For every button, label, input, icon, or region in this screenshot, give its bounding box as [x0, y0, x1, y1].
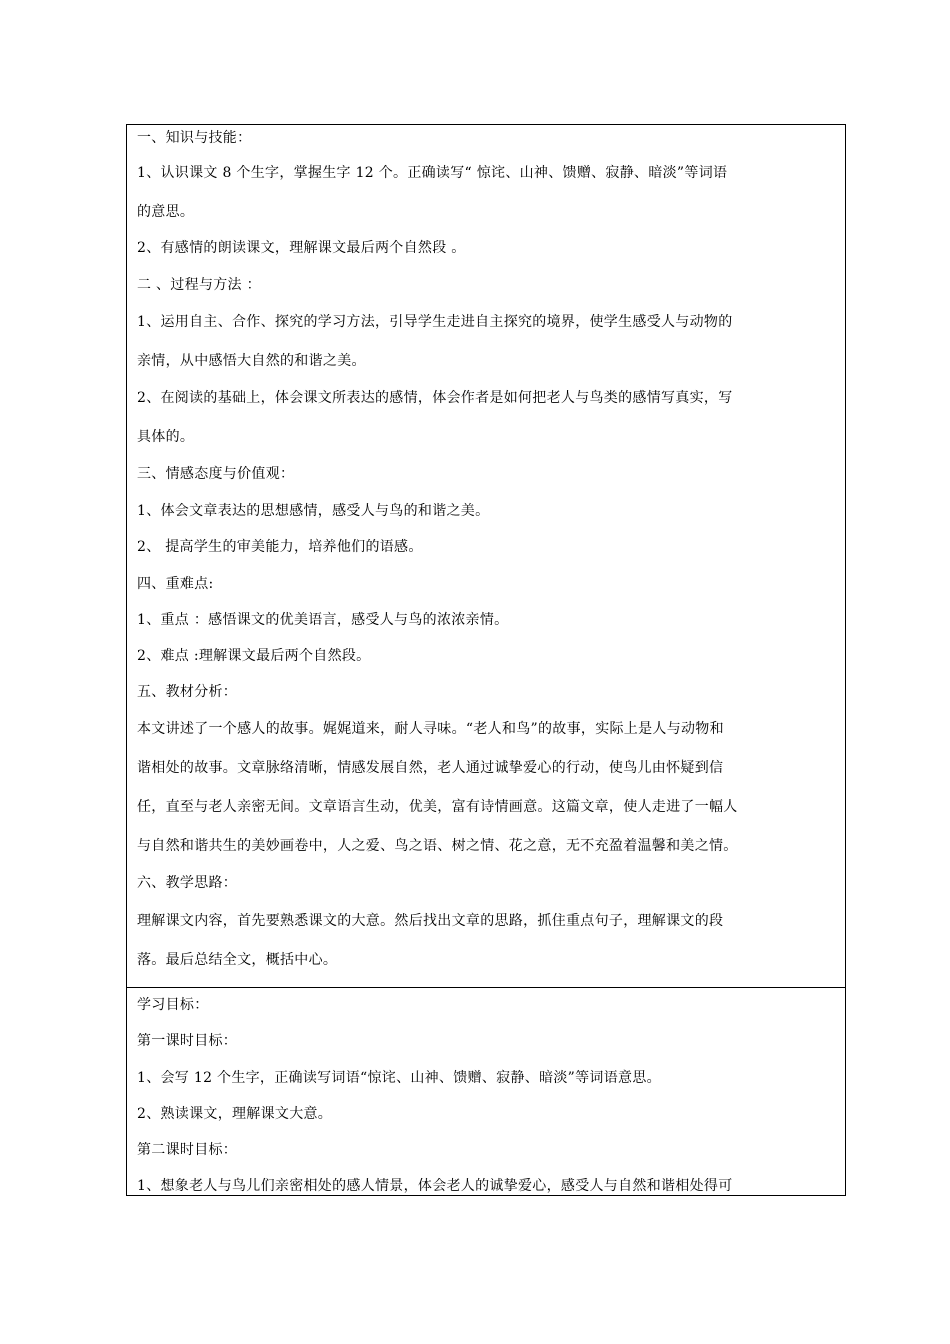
heading-material-analysis: 五、教材分析： — [137, 684, 238, 700]
heading-learning-goals: 学习目标： — [137, 997, 209, 1013]
objectives-cell — [127, 125, 845, 987]
text-line: 1、想象老人与鸟儿们亲密相处的感人情景，体会老人的诚挚爱心，感受人与自然和谐相处得可 — [137, 1178, 733, 1194]
text-line: 理解课文内容，首先要熟悉课文的大意。然后找出文章的思路，抓住重点句子，理解课文的段 — [137, 913, 724, 929]
text-line: 与自然和谐共生的美妙画卷中，人之爱、鸟之语、树之情、花之意，无不充盈着温馨和美之情。 — [137, 838, 738, 854]
document-table — [126, 124, 846, 1196]
text-line: 具体的。 — [137, 429, 195, 445]
text-line: 谐相处的故事。文章脉络清晰，情感发展自然，老人通过诚挚爱心的行动，使鸟儿由怀疑到信 — [137, 760, 724, 776]
learning-goals-cell — [127, 987, 845, 1198]
text-line: 2、难点 :理解课文最后两个自然段。 — [137, 648, 371, 664]
heading-teaching-approach: 六、教学思路： — [137, 875, 238, 891]
heading-lesson-one: 第一课时目标： — [137, 1033, 238, 1049]
text-line: 本文讲述了一个感人的故事。娓娓道来，耐人寻味。“老人和鸟”的故事，实际上是人与动物和 — [137, 721, 724, 737]
text-line: 1、重点 ：感悟课文的优美语言，感受人与鸟的浓浓亲情。 — [137, 612, 509, 628]
text-line: 的意思。 — [137, 204, 195, 220]
heading-lesson-two: 第二课时目标： — [137, 1142, 238, 1158]
text-line: 2、有感情的朗读课文，理解课文最后两个自然段 。 — [137, 240, 466, 256]
text-line: 落。最后总结全文，概括中心。 — [137, 952, 338, 968]
text-line: 2、熟读课文，理解课文大意。 — [137, 1106, 333, 1122]
heading-knowledge-skills: 一、知识与技能： — [137, 130, 252, 146]
text-line: 2、在阅读的基础上，体会课文所表达的感情，体会作者是如何把老人与鸟类的感情写真实，写 — [137, 390, 733, 406]
heading-process-method: 二 、过程与方法 ： — [137, 277, 261, 293]
heading-emotion-values: 三、情感态度与价值观： — [137, 466, 295, 482]
text-line: 1、会写 12 个生字，正确读写词语“惊诧、山神、馈赠、寂静、暗淡”等词语意思。 — [137, 1070, 661, 1086]
text-line: 1、认识课文 8 个生字，掌握生字 12 个。正确读写“ 惊诧、山神、馈赠、寂静、暗淡”等词语 — [137, 165, 728, 181]
text-line: 1、体会文章表达的思想感情，感受人与鸟的和谐之美。 — [137, 503, 490, 519]
text-line: 亲情，从中感悟大自然的和谐之美。 — [137, 353, 366, 369]
text-line: 1、运用自主、合作、探究的学习方法，引导学生走进自主探究的境界，使学生感受人与动物的 — [137, 314, 733, 330]
text-line: 2、 提高学生的审美能力，培养他们的语感。 — [137, 539, 423, 555]
text-line: 任，直至与老人亲密无间。文章语言生动，优美，富有诗情画意。这篇文章，使人走进了一幅人 — [137, 799, 738, 815]
heading-key-points: 四、重难点: — [137, 576, 214, 592]
